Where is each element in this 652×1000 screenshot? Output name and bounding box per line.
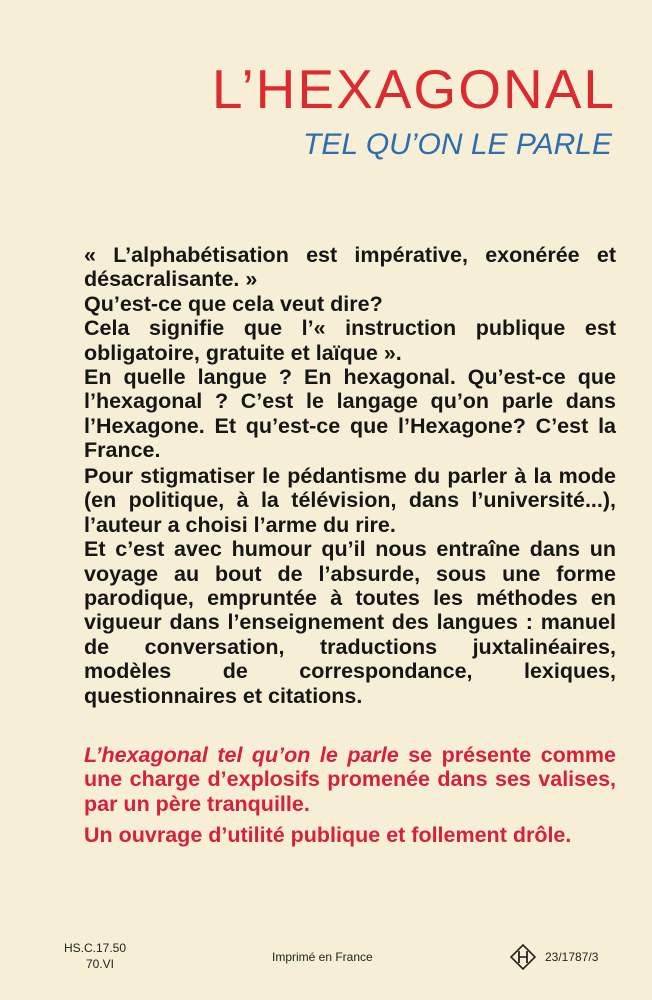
meaning-paragraph: Cela signifie que l’« instruction publique est obligatoire, gratuite et laïque ». <box>84 316 616 365</box>
printed-in-france: Imprimé en France <box>272 950 373 964</box>
charge-text: se présente comme une charge d’explosifs promenée dans ses valises, par un père tranquille. <box>84 743 616 816</box>
red-blurb-1 <box>84 743 616 816</box>
quote-paragraph: « L’alphabétisation est impérative, exonérée et désacralisante. » <box>84 243 616 292</box>
price-code <box>64 940 127 972</box>
reference-number: 23/1787/3 <box>545 950 599 964</box>
price-code-line-1: HS.C.17.50 <box>64 941 127 955</box>
footer <box>0 936 652 976</box>
red-blurb-2 <box>84 823 616 847</box>
blurb-block-2 <box>84 464 616 708</box>
utility-paragraph: Un ouvrage d’utilité publique et follement drôle. <box>84 823 572 847</box>
language-paragraph: En quelle langue ? En hexagonal. Qu’est-ce que l’hexagonal ? C’est le langage qu’on parle dans l’Hexagone. Et qu’est-ce que l’Hexagone? C’est la France. <box>84 365 616 463</box>
price-code-line-2: 70.VI <box>85 957 114 971</box>
question-paragraph: Qu’est-ce que cela veut dire? <box>84 291 383 316</box>
pedantism-paragraph: Pour stigmatiser le pédantisme du parler à la mode (en politique, à la télévision, dans l’université...), l’auteur a choisi l’arme du rire. <box>84 464 616 537</box>
hachette-h-logo-icon <box>510 944 536 970</box>
charge-paragraph <box>84 743 616 816</box>
blurb-block-1 <box>84 243 616 463</box>
book-subtitle: TEL QU’ON LE PARLE <box>303 128 612 161</box>
book-title-italic: L’hexagonal tel qu’on le parle <box>84 743 399 767</box>
book-title: L’HEXAGONAL <box>211 58 616 120</box>
humour-paragraph: Et c’est avec humour qu’il nous entraîne dans un voyage au bout de l’absurde, sous une forme parodique, empruntée à toutes les méthodes en vigueur dans l’enseignement des langues : manuel de conversation, traductions juxtalinéaires, modèles de correspondance, lexiques, questionnaires et citations. <box>84 537 616 708</box>
